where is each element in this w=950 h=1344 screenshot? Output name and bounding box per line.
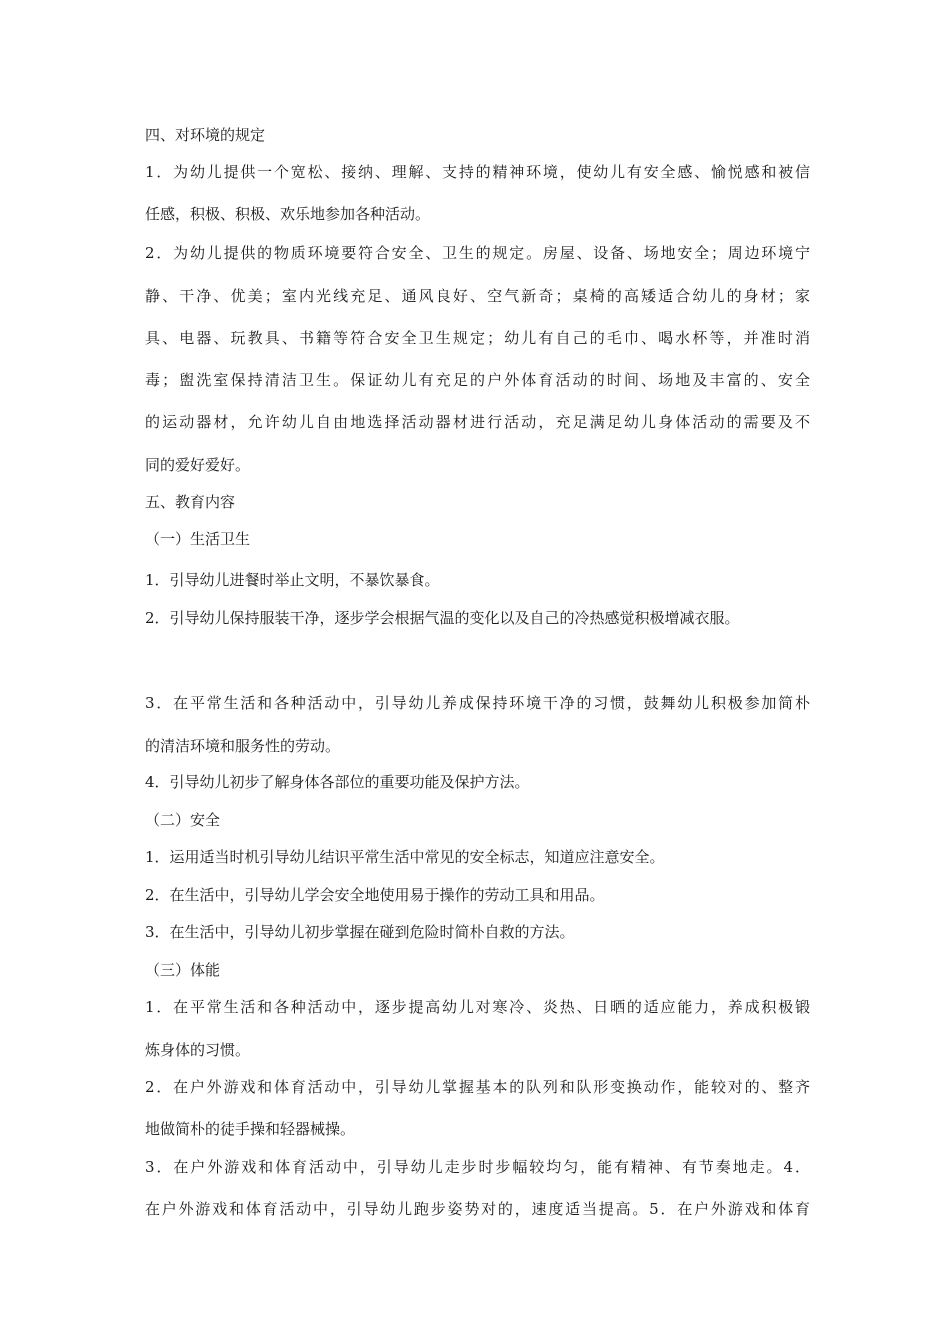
paragraph-line: 在户外游戏和体育活动中，引导幼儿跑步姿势对的，速度适当提高。5．在户外游戏和体育 bbox=[145, 1200, 810, 1218]
paragraph-line: 的运动器材，允许幼儿自由地选择活动器材进行活动，充足满足幼儿身体活动的需要及不 bbox=[145, 413, 810, 431]
paragraph-line: 炼身体的习惯。 bbox=[145, 1041, 251, 1059]
paragraph-line: 1．引导幼儿进餐时举止文明，不暴饮暴食。 bbox=[145, 571, 440, 589]
subsection-heading-fitness: （三）体能 bbox=[145, 961, 221, 979]
paragraph-line: 2．在生活中，引导幼儿学会安全地使用易于操作的劳动工具和用品。 bbox=[145, 886, 605, 904]
paragraph-line: 毒；盥洗室保持清洁卫生。保证幼儿有充足的户外体育活动的时间、场地及丰富的、安全 bbox=[145, 371, 810, 389]
paragraph-line: 的清洁环境和服务性的劳动。 bbox=[145, 737, 341, 755]
paragraph-line: 3．在户外游戏和体育活动中，引导幼儿走步时步幅较均匀，能有精神、有节奏地走。4． bbox=[145, 1158, 810, 1176]
subsection-heading-hygiene: （一）生活卫生 bbox=[145, 530, 251, 548]
paragraph-line: 4．引导幼儿初步了解身体各部位的重要功能及保护方法。 bbox=[145, 773, 530, 791]
paragraph-line: 2．为幼儿提供的物质环境要符合安全、卫生的规定。房屋、设备、场地安全；周边环境宁 bbox=[145, 244, 810, 262]
paragraph-line: 1．运用适当时机引导幼儿结识平常生活中常见的安全标志，知道应注意安全。 bbox=[145, 848, 665, 866]
paragraph-line: 1．为幼儿提供一个宽松、接纳、理解、支持的精神环境，使幼儿有安全感、愉悦感和被信 bbox=[145, 163, 810, 181]
paragraph-line: 3．在平常生活和各种活动中，引导幼儿养成保持环境干净的习惯，鼓舞幼儿积极参加简朴 bbox=[145, 694, 810, 712]
paragraph-line: 静、干净、优美；室内光线充足、通风良好、空气新奇；桌椅的高矮适合幼儿的身材；家 bbox=[145, 287, 810, 305]
paragraph-line: 地做简朴的徒手操和轻器械操。 bbox=[145, 1120, 356, 1138]
section-heading-environment: 四、对环境的规定 bbox=[145, 126, 266, 144]
paragraph-line: 1．在平常生活和各种活动中，逐步提高幼儿对寒冷、炎热、日晒的适应能力，养成积极锻 bbox=[145, 998, 810, 1016]
paragraph-line: 3．在生活中，引导幼儿初步掌握在碰到危险时简朴自救的方法。 bbox=[145, 923, 575, 941]
paragraph-line: 2．在户外游戏和体育活动中，引导幼儿掌握基本的队列和队形变换动作，能较对的、整齐 bbox=[145, 1078, 810, 1096]
subsection-heading-safety: （二）安全 bbox=[145, 811, 221, 829]
paragraph-line: 同的爱好爱好。 bbox=[145, 456, 251, 474]
paragraph-line: 2．引导幼儿保持服装干净，逐步学会根据气温的变化以及自己的冷热感觉积极增减衣服。 bbox=[145, 609, 740, 627]
paragraph-line: 任感，积极、积极、欢乐地参加各种活动。 bbox=[145, 205, 431, 223]
section-heading-education: 五、教育内容 bbox=[145, 493, 236, 511]
paragraph-line: 具、电器、玩教具、书籍等符合安全卫生规定；幼儿有自己的毛巾、喝水杯等，并准时消 bbox=[145, 329, 810, 347]
